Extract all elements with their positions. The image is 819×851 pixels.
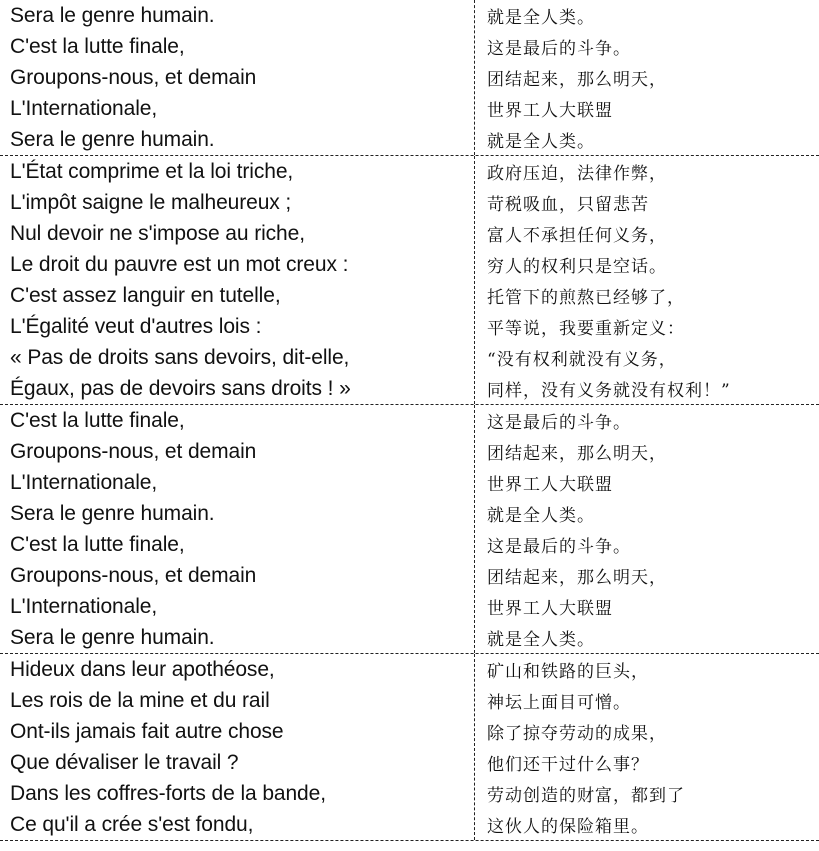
verse-row — [0, 62, 819, 93]
french-line: Que dévaliser le travail ? — [10, 750, 239, 774]
chinese-line: 托管下的煎熬已经够了， — [487, 288, 685, 308]
french-line: Groupons-nous, et demain — [10, 65, 257, 89]
chinese-line: 他们还干过什么事？ — [487, 755, 649, 775]
verse-row — [0, 156, 819, 187]
verse-row — [0, 591, 819, 622]
verse-row — [0, 342, 819, 373]
verse-row — [0, 280, 819, 311]
chinese-line: 就是全人类。 — [487, 506, 595, 526]
verse-row — [0, 809, 819, 840]
french-line: Groupons-nous, et demain — [10, 439, 257, 463]
chinese-line: 世界工人大联盟 — [487, 599, 613, 619]
chinese-line: 就是全人类。 — [487, 8, 595, 28]
column-divider — [474, 405, 475, 653]
chinese-line: 神坛上面目可憎。 — [487, 693, 631, 713]
french-line: Hideux dans leur apothéose, — [10, 657, 275, 681]
chinese-line: 同样，没有义务就没有权利！” — [487, 381, 731, 401]
chinese-line: 团结起来，那么明天， — [487, 568, 667, 588]
verse-row — [0, 93, 819, 124]
verse-row — [0, 685, 819, 716]
french-line: C'est la lutte finale, — [10, 532, 185, 556]
french-line: L'Internationale, — [10, 594, 158, 618]
chinese-line: 团结起来，那么明天， — [487, 444, 667, 464]
verse-row — [0, 373, 819, 404]
chinese-line: 除了掠夺劳动的成果， — [487, 724, 667, 744]
verse-section — [0, 156, 819, 405]
french-line: Le droit du pauvre est un mot creux : — [10, 252, 349, 276]
french-line: Ce qu'il a crée s'est fondu, — [10, 812, 254, 836]
chinese-line: 政府压迫，法律作弊， — [487, 164, 667, 184]
chinese-line: 世界工人大联盟 — [487, 101, 613, 121]
french-line: Nul devoir ne s'impose au riche, — [10, 221, 305, 245]
verse-row — [0, 654, 819, 685]
french-line: C'est la lutte finale, — [10, 34, 185, 58]
verse-row — [0, 405, 819, 436]
verse-section — [0, 654, 819, 841]
french-line: Les rois de la mine et du rail — [10, 688, 270, 712]
french-line: L'État comprime et la loi triche, — [10, 159, 294, 183]
verse-row — [0, 716, 819, 747]
verse-row — [0, 778, 819, 809]
chinese-line: 世界工人大联盟 — [487, 475, 613, 495]
chinese-line: 团结起来，那么明天， — [487, 70, 667, 90]
french-line: C'est la lutte finale, — [10, 408, 185, 432]
french-line: L'Égalité veut d'autres lois : — [10, 314, 262, 338]
column-divider — [474, 654, 475, 840]
chinese-line: 苛税吸血，只留悲苦 — [487, 195, 649, 215]
verse-row — [0, 31, 819, 62]
verse-row — [0, 747, 819, 778]
french-line: C'est assez languir en tutelle, — [10, 283, 281, 307]
french-line: Dans les coffres-forts de la bande, — [10, 781, 326, 805]
chinese-line: 这是最后的斗争。 — [487, 413, 631, 433]
french-line: L'Internationale, — [10, 96, 158, 120]
chinese-line: 就是全人类。 — [487, 132, 595, 152]
chinese-line: 矿山和铁路的巨头， — [487, 662, 649, 682]
french-line: L'impôt saigne le malheureux ; — [10, 190, 292, 214]
chinese-line: 富人不承担任何义务， — [487, 226, 667, 246]
verse-row — [0, 622, 819, 653]
french-line: Ont-ils jamais fait autre chose — [10, 719, 284, 743]
french-line: Égaux, pas de devoirs sans droits ! » — [10, 376, 351, 400]
verse-row — [0, 560, 819, 591]
verse-row — [0, 218, 819, 249]
verse-row — [0, 311, 819, 342]
chinese-line: 这是最后的斗争。 — [487, 39, 631, 59]
french-line: Sera le genre humain. — [10, 501, 215, 525]
column-divider — [474, 0, 475, 155]
verse-row — [0, 467, 819, 498]
chinese-line: 这伙人的保险箱里。 — [487, 817, 649, 837]
french-line: Sera le genre humain. — [10, 127, 215, 151]
chinese-line: 穷人的权利只是空话。 — [487, 257, 667, 277]
verse-row — [0, 187, 819, 218]
verse-row — [0, 249, 819, 280]
column-divider — [474, 156, 475, 404]
french-line: Sera le genre humain. — [10, 625, 215, 649]
chinese-line: “没有权利就没有义务， — [487, 350, 677, 370]
verse-row — [0, 0, 819, 31]
verse-row — [0, 436, 819, 467]
chinese-line: 平等说，我要重新定义： — [487, 319, 685, 339]
chinese-line: 就是全人类。 — [487, 630, 595, 650]
verse-section — [0, 0, 819, 156]
french-line: « Pas de droits sans devoirs, dit-elle, — [10, 345, 350, 369]
french-line: Groupons-nous, et demain — [10, 563, 257, 587]
verse-row — [0, 124, 819, 155]
chinese-line: 这是最后的斗争。 — [487, 537, 631, 557]
verse-section — [0, 405, 819, 654]
verse-row — [0, 529, 819, 560]
french-line: Sera le genre humain. — [10, 3, 215, 27]
french-line: L'Internationale, — [10, 470, 158, 494]
chinese-line: 劳动创造的财富，都到了 — [487, 786, 685, 806]
verse-row — [0, 498, 819, 529]
